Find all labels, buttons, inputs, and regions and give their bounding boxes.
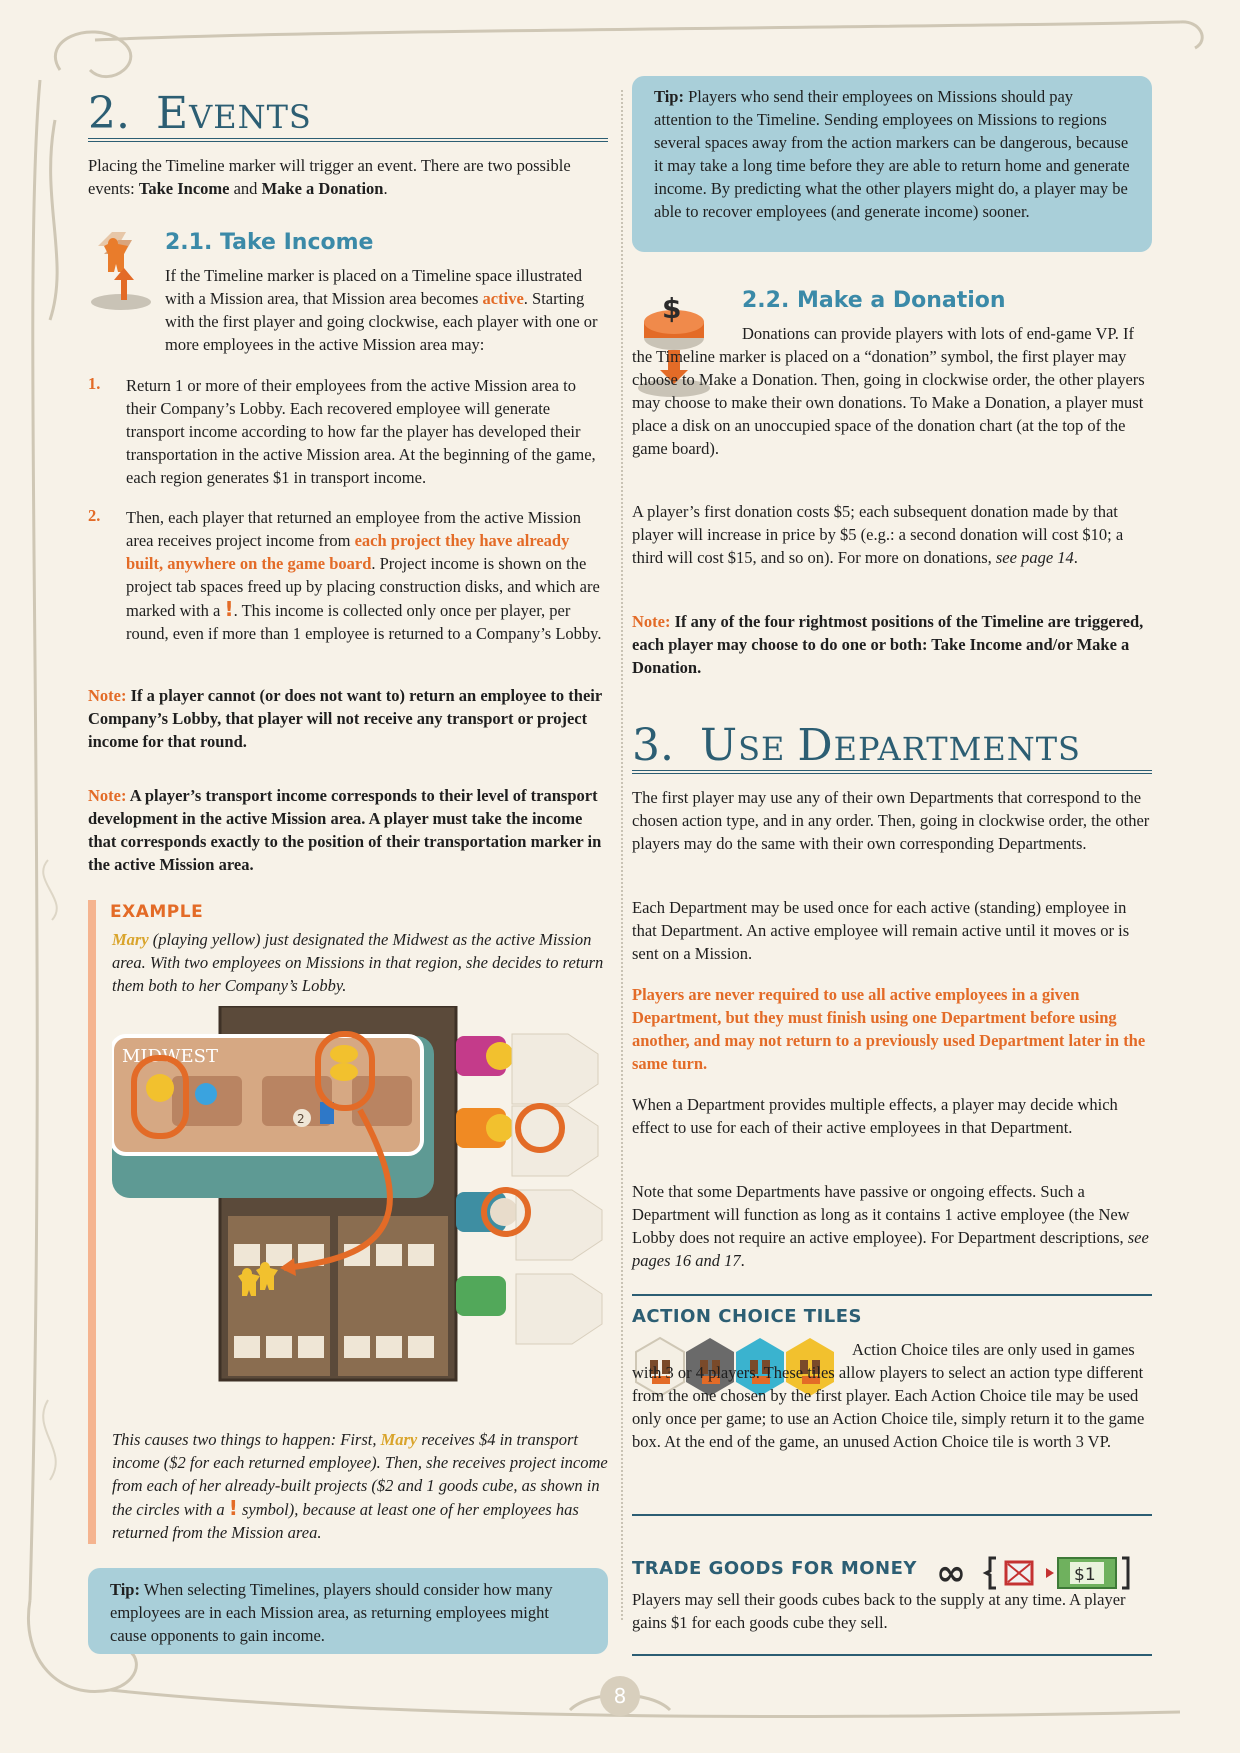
example-board-illustration (112, 1006, 612, 1386)
player-name: Mary (112, 930, 149, 949)
donation-p1-text: Donations can provide players with lots of end-game VP. If the Timeline marker is placed on a “donation” symbol, the first player may choose to Make a Donation. Then, going in clockwise order, the other players may choose to make their own donations. To Make a Donation, a player must place a disk on an unoccupied space of the donation chart (at the top of the game board). (632, 324, 1145, 458)
action-choice-text: Action Choice tiles are only used in games with 3 or 4 players. These tiles allow players to select an action type different from the one chosen by the first player. Each Action Choice tile may be used only once per game; to use an Action Choice tile, simply return it to the game box. At the end of the game, an unused Action Choice tile is worth 3 VP. (632, 1340, 1145, 1451)
player-name: Mary (380, 1430, 418, 1449)
exclamation-icon: ! (224, 597, 234, 621)
brace-icon (986, 1558, 996, 1588)
trade-text: Players may sell their goods cubes back to the supply at any time. A player gains $1 for each goods cube they sell. (632, 1590, 1126, 1632)
departments-p4: When a Department provides multiple effects, a player may decide which effect to use for each of their active employees in that Department. (632, 1095, 1118, 1137)
donation-note: Note: If any of the four rightmost positions of the Timeline are triggered, each player may choose to do one or both: Take Income and/or Make a Donation. (632, 612, 1144, 677)
events-intro: Placing the Timeline marker will trigger an event. There are two possible events: Take Income and Make a Donation. (88, 156, 571, 198)
example-text-2: This causes two things to happen: First, Mary receives $4 in transport income ($2 for each returned employee). Then, she receives project income from each of her already-built projects ($2 and 1 goods cube, as shown in the circles with a ! symbol), because at least one of her employees has returned from the Mission area. (112, 1430, 608, 1542)
heading-action-choice: ACTION CHOICE TILES (632, 1306, 862, 1327)
donation-p2: A player’s first donation costs $5; each subsequent donation made by that player will increase in price by $5 (e.g.: a second donation will cost $10; a third will cost $15, and so on). For more on donations, see page 14. (632, 502, 1124, 567)
infinity-icon: ∞ (936, 1553, 966, 1594)
exclamation-icon: ! (228, 1496, 238, 1520)
example-label: EXAMPLE (110, 902, 204, 922)
note-transport-income: Note: A player’s transport income corresponds to their level of transport development in the active Mission area. A player must take the income that corresponds exactly to the position of their transportation marker in the active Mission area. (88, 786, 602, 874)
departments-p1: The first player may use any of their own Departments that correspond to the chosen action type, and in any order. Then, going in clockwise order, the other players may do the same with their own corresponding Departments. (632, 788, 1150, 853)
tip-box-right: Tip: Players who send their employees on Missions should pay attention to the Timeline. Sending employees on Missions to regions several spaces away from the action markers can be dangerous, because it may take a long time before they are able to return home and generate income. By predicting what the other players might do, a player may be able to recover employees (and generate income) sooner. (632, 76, 1152, 252)
section-title-events: 2. EVENTS (88, 88, 312, 139)
board-money: 2 (297, 1112, 305, 1126)
departments-p2: Each Department may be used once for each active (standing) employee in that Department. An active employee will remain active until it moves or is sent on a Mission. (632, 898, 1130, 963)
take-income-icon (86, 214, 156, 314)
title-rule (88, 138, 608, 142)
subtitle-make-donation: 2.2. Make a Donation (742, 288, 1006, 313)
divider-rule (632, 1514, 1152, 1516)
section-title-departments: 3. USE DEPARTMENTS (632, 720, 1081, 771)
example-bar (88, 900, 96, 1544)
column-divider (621, 90, 623, 1620)
heading-trade-goods: TRADE GOODS FOR MONEY (632, 1558, 917, 1579)
list-item: 1. Return 1 or more of their employees from the active Mission area to their Company’s Lobby. Each recovered employee will generate transport income according to how far the player has developed their transportation in the active Mission area. At the beginning of the game, each region generates $1 in transport income. (88, 374, 596, 487)
dollar-icon: $ (662, 294, 682, 325)
divider-rule (632, 1654, 1152, 1656)
board-region-label: MIDWEST (122, 1046, 218, 1067)
list-item: 2. Then, each player that returned an employee from the active Mission area receives project income from each project they have already built, anywhere on the game board. Project income is shown on the project tab spaces freed up by placing construction disks, and which are marked with a !. This income is collected only once per player, per round, even if more than 1 employee is returned to a Company’s Lobby. (88, 506, 602, 643)
note-no-return: Note: If a player cannot (or does not want to) return an employee to their Company’s Lobby, that player will not receive any transport or project income for that round. (88, 686, 602, 751)
departments-p5: Note that some Departments have passive or ongoing effects. Such a Department will function as long as it contains 1 active employee (the New Lobby does not require an active employee). For Department descriptions, see pages 16 and 17. (632, 1182, 1149, 1270)
bracket-icon (1122, 1558, 1128, 1588)
tip-box-left: Tip: When selecting Timelines, players should consider how many employees are in each Mission area, as returning employees might cause opponents to gain income. (88, 1568, 608, 1654)
example-text-1: Mary (playing yellow) just designated the Midwest as the active Mission area. With two employees on Missions in that region, she decides to return them both to her Company’s Lobby. (112, 930, 604, 995)
page-number: 8 (600, 1676, 640, 1716)
money-value: $1 (1074, 1565, 1096, 1585)
departments-p3: Players are never required to use all active employees in a given Department, but they must finish using one Department before using another, and may not return to a previously used Department later in the same turn. (632, 985, 1146, 1073)
arrow-icon (1034, 1568, 1054, 1578)
subtitle-take-income: 2.1. Take Income (165, 230, 374, 255)
title-rule (632, 770, 1152, 774)
divider-rule (632, 1294, 1152, 1296)
take-income-p1a: If the Timeline marker is placed on a Timeline space illustrated with a Mission area, that Mission area becomes active. Starting with the first player and going clockwise, each player with one or more employees in the active Mission area may: (165, 266, 598, 354)
